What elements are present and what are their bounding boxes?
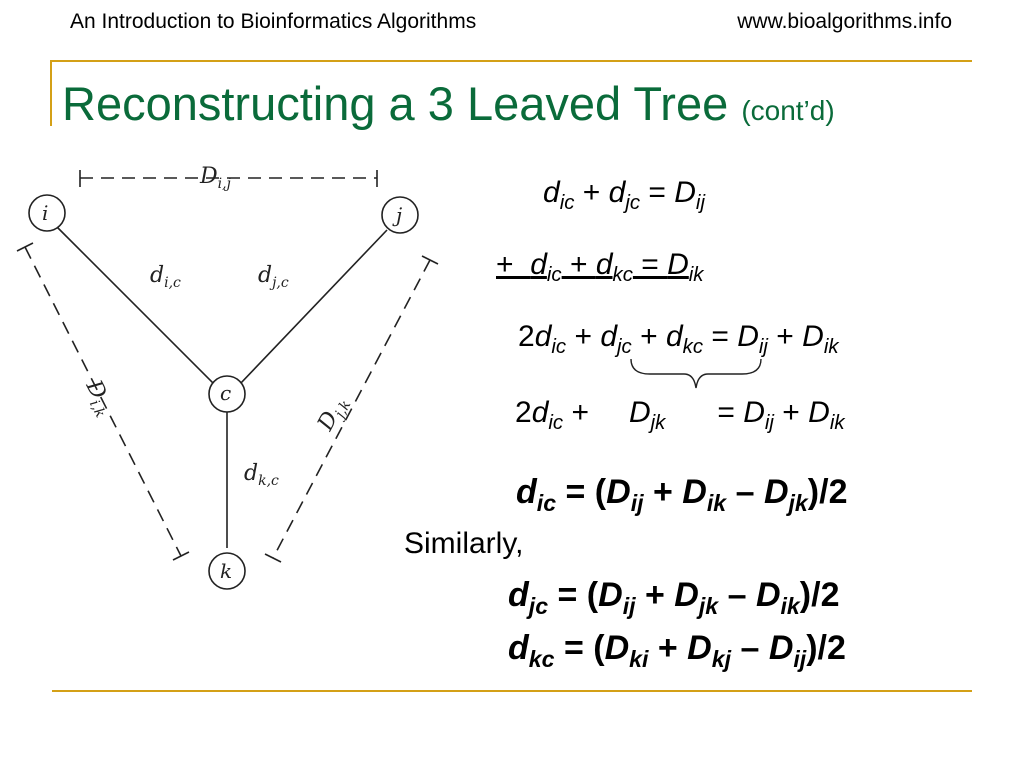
- node-i-label: i: [42, 201, 49, 225]
- edge-i-c: [57, 227, 214, 384]
- title-left-rule: [50, 60, 52, 126]
- node-c-label: c: [220, 381, 232, 405]
- tree-diagram: [0, 150, 450, 610]
- node-j-label: j: [396, 203, 403, 227]
- result-d-jc: $d_{jc} = (D_{ij} + D_{jk} - D_{ik})/2$: [508, 576, 840, 620]
- slide-title-main: Reconstructing a 3 Leaved Tree: [62, 77, 729, 130]
- underbrace-icon: [628, 356, 764, 396]
- header-website: www.bioalgorithms.info: [737, 10, 952, 33]
- label-d-ic: $d_{i,c}$: [150, 263, 181, 291]
- label-d-jc: $d_{j,c}$: [258, 263, 289, 291]
- equation-2: + $d_{ic} + d_{kc} = D_{ik}$: [496, 248, 704, 287]
- equation-1: $d_{ic} + d_{jc} = D_{ij}$: [543, 176, 705, 215]
- result-d-kc: $d_{kc} = (D_{ki} + D_{kj} - D_{ij})/2$: [508, 629, 846, 673]
- footer-rule: [52, 690, 972, 692]
- equation-4: $2d_{ic} + D_{jk} = D_{ij} + D_{ik}$: [515, 396, 845, 435]
- header-course-title: An Introduction to Bioinformatics Algorithms: [70, 10, 477, 33]
- slide-title: [62, 76, 835, 131]
- similarly-text: Similarly,: [404, 527, 524, 560]
- label-D-ij: $D_{i,j}$: [200, 164, 231, 192]
- label-d-kc: $d_{k,c}$: [244, 461, 279, 489]
- node-k-label: k: [220, 559, 233, 583]
- slide-title-suffix: (cont’d): [741, 95, 835, 126]
- result-d-ic: $d_{ic} = (D_{ij} + D_{ik} - D_{jk})/2$: [516, 473, 848, 517]
- label-D-jk: $D_{j,k}$: [313, 397, 355, 435]
- label-D-ik: $D_{i,k}$: [80, 376, 111, 421]
- edge-j-c: [240, 230, 387, 384]
- title-top-rule: [52, 60, 972, 62]
- equation-3: $2d_{ic} + d_{jc} + d_{kc} = D_{ij} + D_{ik}$: [518, 320, 839, 359]
